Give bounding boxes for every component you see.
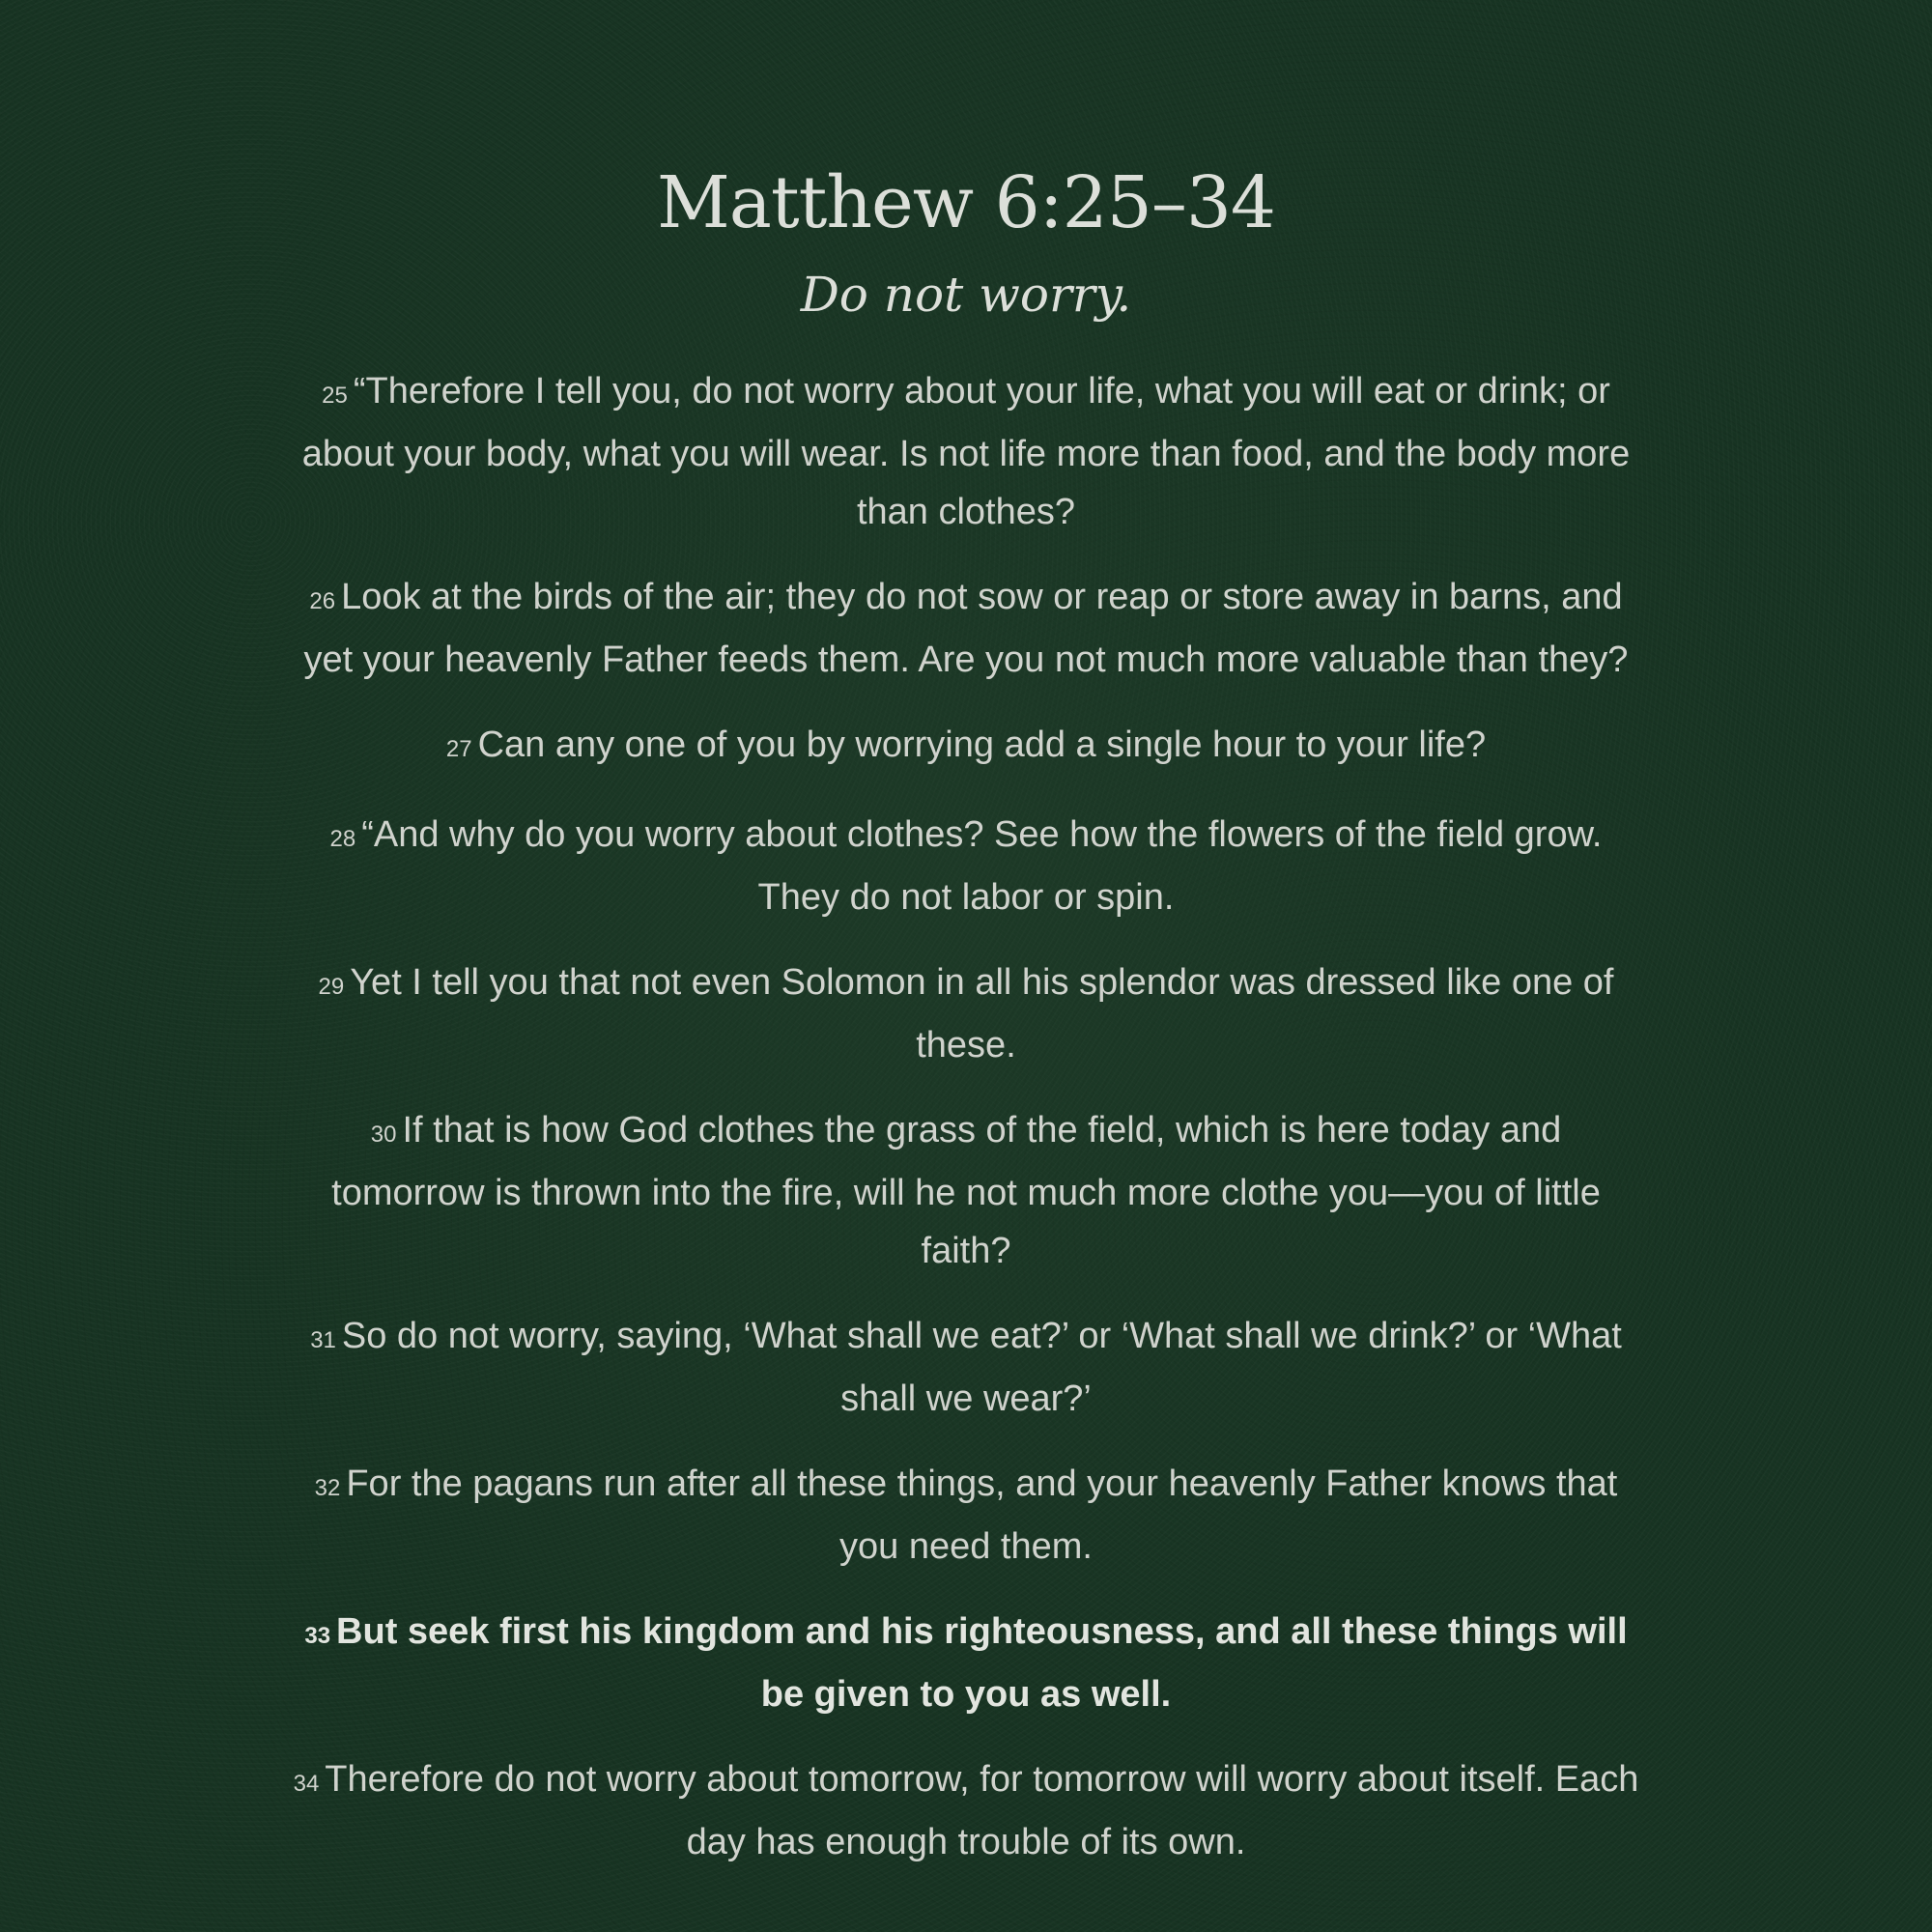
verse-text: Look at the birds of the air; they do not sow or reap or store away in barns, and yet your heavenly Father feeds them. Are you not much more valuable than they?	[303, 577, 1629, 680]
verse-text: “And why do you worry about clothes? See how the flowers of the field grow. They do not labor or spin.	[361, 814, 1603, 918]
verse-25	[290, 362, 1642, 541]
verse-number: 26	[309, 588, 336, 614]
verse-number: 25	[322, 383, 348, 409]
verse-number: 28	[329, 826, 356, 852]
verse-27	[290, 716, 1642, 779]
verse-34	[290, 1750, 1642, 1871]
verse-number: 32	[314, 1475, 341, 1501]
verse-number: 30	[370, 1122, 397, 1148]
verse-28	[290, 806, 1642, 926]
verse-text: Yet I tell you that not even Solomon in all his splendor was dressed like one of these.	[350, 962, 1614, 1065]
verse-text: So do not worry, saying, ‘What shall we eat?’ or ‘What shall we drink?’ or ‘What shall we wear?’	[341, 1316, 1622, 1419]
verse-text: Therefore do not worry about tomorrow, for tomorrow will worry about itself. Each day has enough trouble of its own.	[325, 1759, 1639, 1862]
verse-list	[290, 362, 1642, 1898]
verse-number: 31	[310, 1327, 336, 1353]
verse-30	[290, 1101, 1642, 1280]
verse-29	[290, 953, 1642, 1074]
verse-32	[290, 1455, 1642, 1576]
verse-text: “Therefore I tell you, do not worry about your life, what you will eat or drink; or about your body, what you will wear. Is not life more than food, and the body more than clothes?	[301, 371, 1631, 532]
verse-number: 34	[293, 1771, 320, 1797]
passage-reference: Matthew 6:25–34	[656, 161, 1275, 244]
verse-number: 29	[318, 974, 345, 1000]
verse-text: But seek first his kingdom and his righteousness, and all these things will be given to you as well.	[336, 1611, 1628, 1715]
verse-33-emphasized	[290, 1603, 1642, 1723]
passage-subtitle: Do not worry.	[800, 267, 1132, 323]
verse-number: 33	[304, 1623, 331, 1649]
verse-text: If that is how God clothes the grass of the field, which is here today and tomorrow is thrown into the fire, will he not much more clothe you—you of little faith?	[331, 1110, 1601, 1271]
verse-text: Can any one of you by worrying add a single hour to your life?	[477, 724, 1487, 765]
verse-31	[290, 1307, 1642, 1428]
verse-26	[290, 568, 1642, 689]
verse-number: 27	[445, 736, 472, 762]
verse-text: For the pagans run after all these things, and your heavenly Father knows that you need them.	[346, 1463, 1618, 1567]
